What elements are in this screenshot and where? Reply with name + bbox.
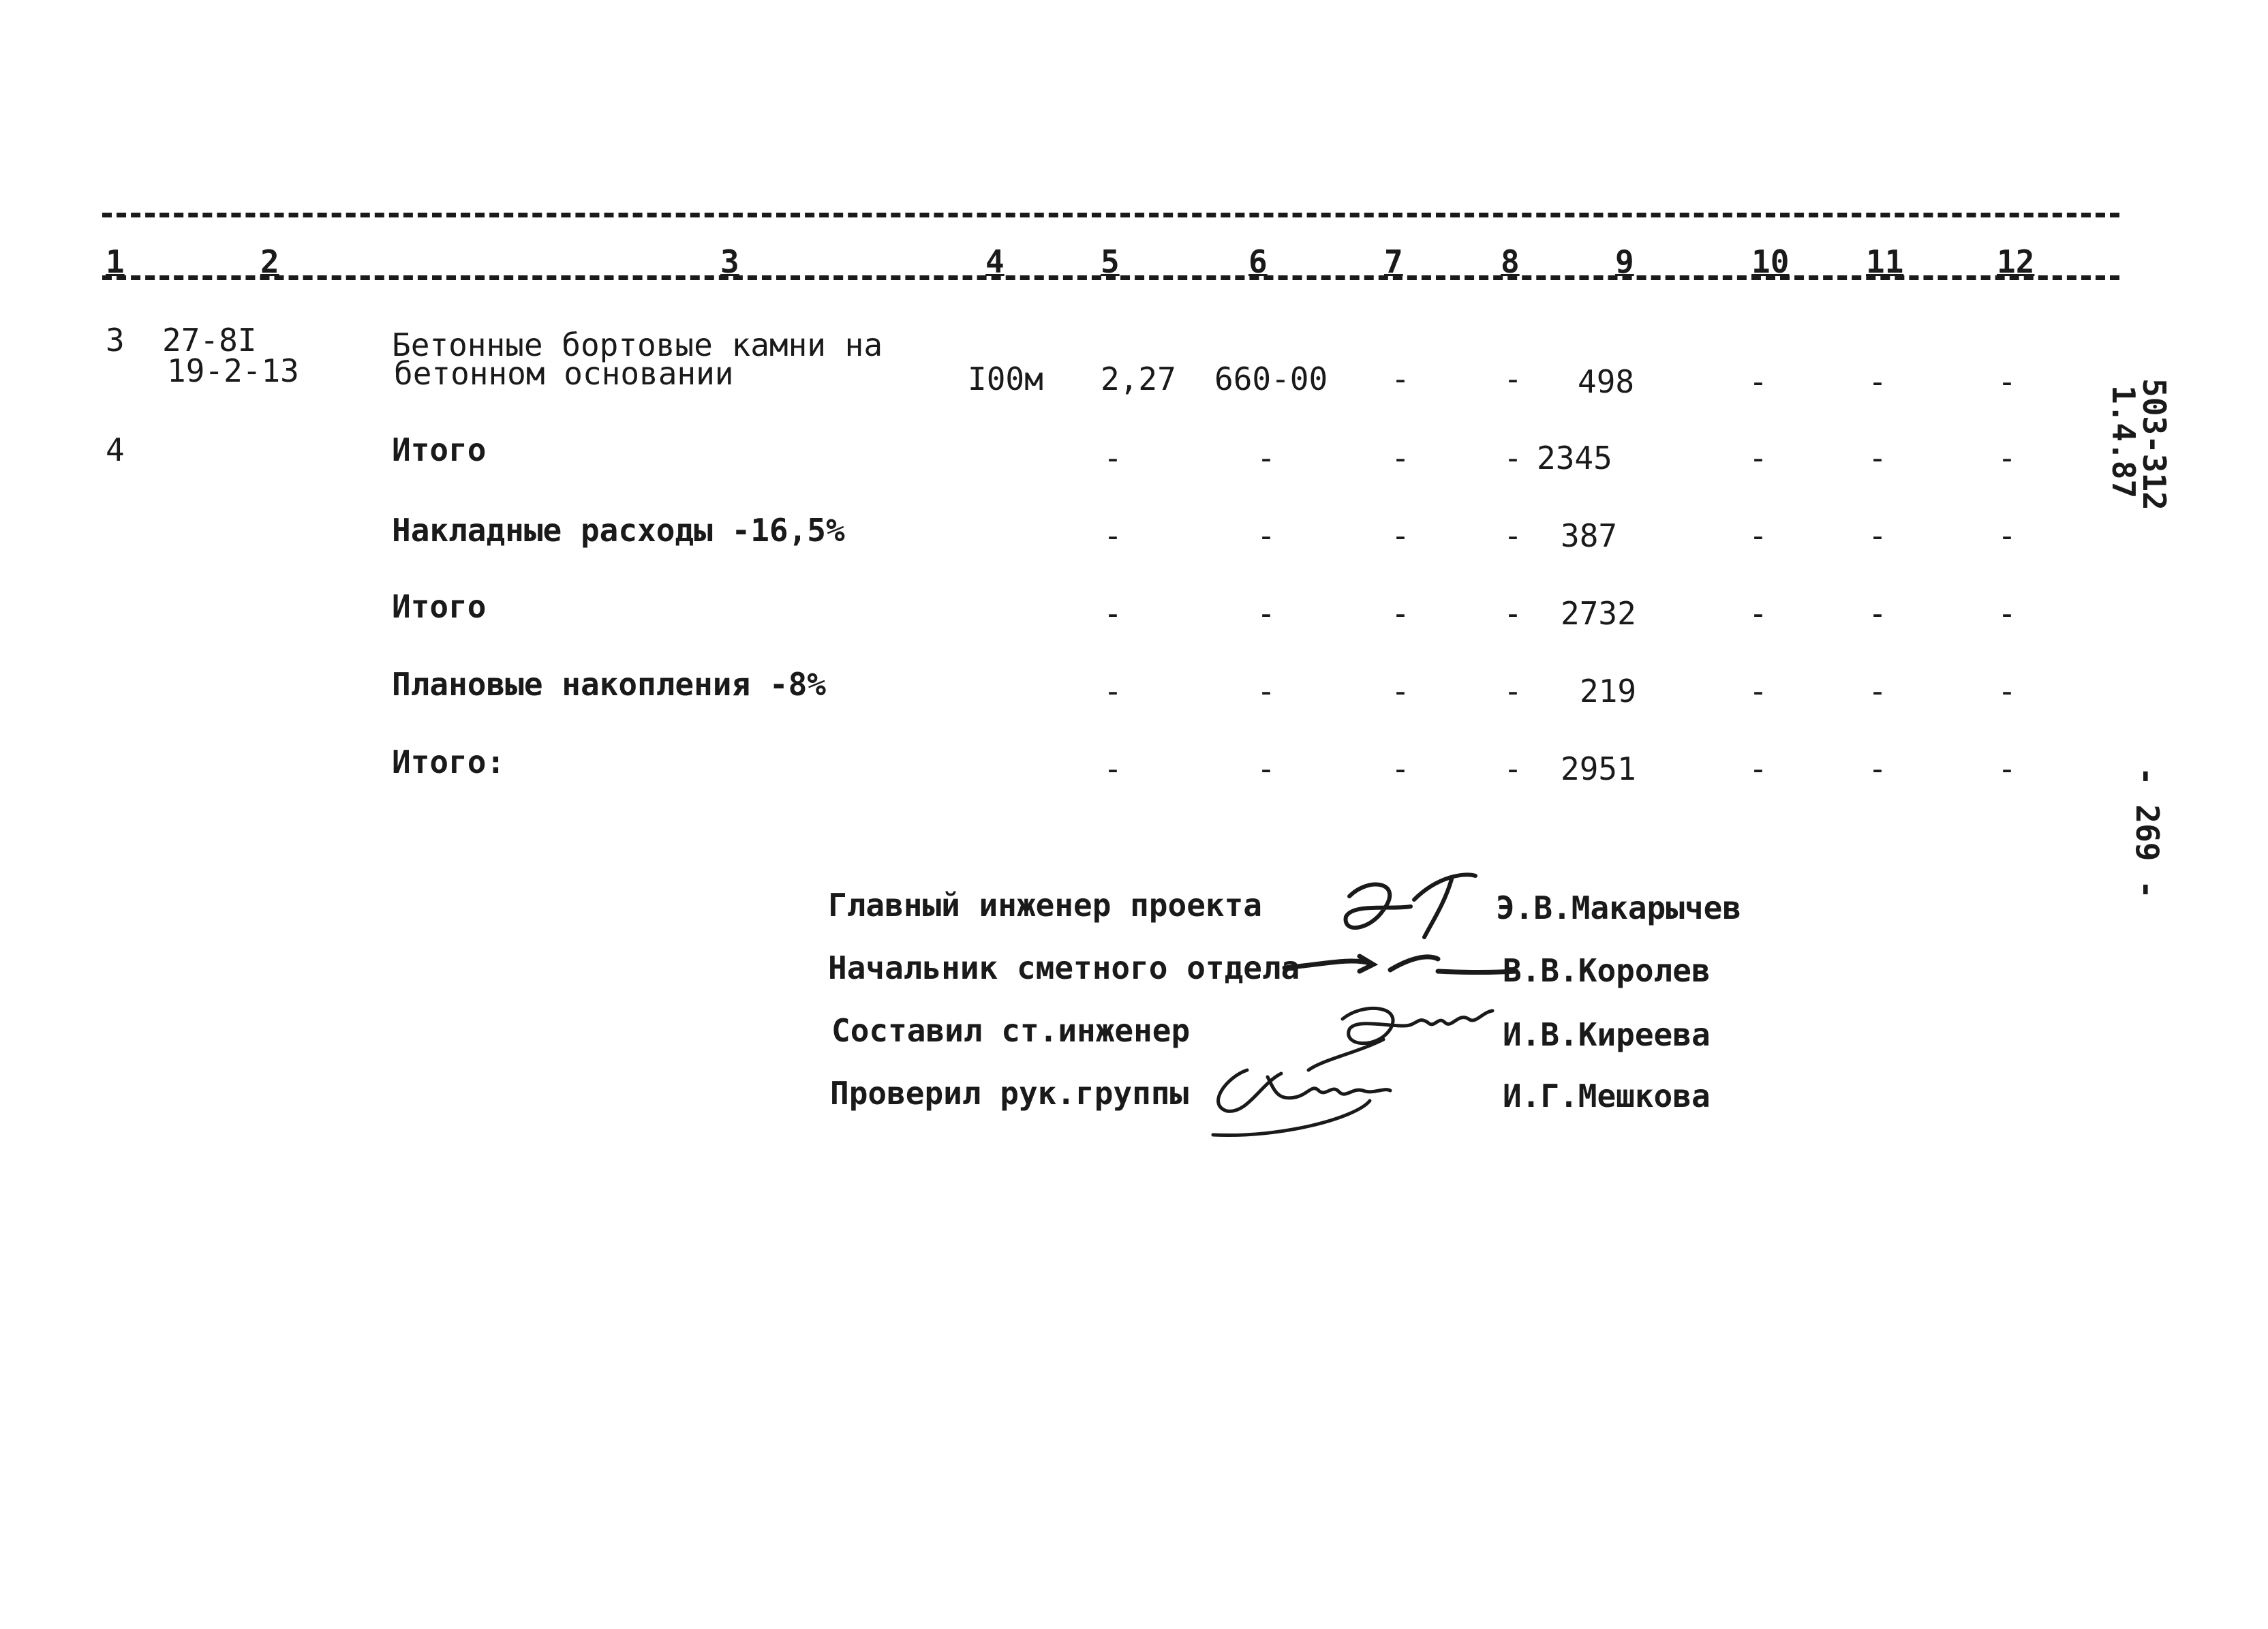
- unit-price: 660-00: [1214, 361, 1328, 397]
- col11-value: -: [1868, 363, 1887, 400]
- header-dashed-rule: [102, 275, 2119, 280]
- col-header-12: 12: [1997, 243, 2035, 280]
- rate-code-2: 19-2-13: [167, 352, 299, 389]
- signatory-title: Главный инженер проекта: [828, 887, 1262, 924]
- total-cost: 2345: [1537, 440, 1612, 476]
- col12-value: -: [1997, 673, 2017, 710]
- col10-value: -: [1749, 595, 1768, 632]
- col10-value: -: [1749, 517, 1768, 554]
- col-header-10: 10: [1751, 243, 1790, 280]
- signature-korolev: [1281, 944, 1527, 985]
- col-header-2: 2: [260, 243, 279, 280]
- row-number: 3: [106, 322, 125, 359]
- doc-code: 503-312: [2136, 378, 2173, 511]
- col10-value: -: [1749, 440, 1768, 476]
- col-header-3: 3: [720, 243, 739, 280]
- doc-code-date: 1.4.87: [2105, 385, 2142, 499]
- col-header-4: 4: [985, 243, 1005, 280]
- col11-value: -: [1868, 517, 1887, 554]
- total-cost: 219: [1580, 673, 1637, 710]
- col11-value: -: [1868, 750, 1887, 787]
- item-name: Итого: [392, 588, 487, 625]
- row-number: 4: [106, 431, 125, 468]
- item-name: Бетонные бортовые камни на: [392, 326, 883, 363]
- col5-value: -: [1103, 673, 1122, 710]
- item-name: Итого:: [392, 744, 506, 780]
- signature-makarychev: [1329, 869, 1492, 951]
- col5-value: -: [1103, 750, 1122, 787]
- col7-value: -: [1391, 673, 1410, 710]
- item-name: Накладные расходы -16,5%: [392, 512, 845, 549]
- signatory-name: И.Г.Мешкова: [1503, 1078, 1711, 1114]
- signatory-title: Составил ст.инженер: [831, 1012, 1191, 1049]
- col6-value: -: [1257, 673, 1276, 710]
- col10-value: -: [1749, 363, 1768, 400]
- signature-meshkova: [1199, 1050, 1418, 1145]
- col-header-1: 1: [106, 243, 125, 280]
- col7-value: -: [1391, 750, 1410, 787]
- col5-value: -: [1103, 440, 1122, 476]
- col-header-6: 6: [1248, 243, 1268, 280]
- top-dashed-rule: [102, 213, 2119, 217]
- col11-value: -: [1868, 673, 1887, 710]
- col12-value: -: [1997, 595, 2017, 632]
- quantity: 2,27: [1101, 361, 1176, 397]
- col8-value: -: [1503, 440, 1522, 476]
- col7-value: -: [1391, 517, 1410, 554]
- signatory-name: В.В.Королев: [1503, 952, 1711, 989]
- col7-value: -: [1391, 361, 1410, 397]
- signatory-name: И.В.Киреева: [1503, 1016, 1711, 1053]
- col12-value: -: [1997, 517, 2017, 554]
- col8-value: -: [1503, 673, 1522, 710]
- total-cost: 2732: [1561, 595, 1636, 632]
- col7-value: -: [1391, 440, 1410, 476]
- col6-value: -: [1257, 517, 1276, 554]
- signatory-title: Начальник сметного отдела: [828, 949, 1300, 986]
- col-header-7: 7: [1384, 243, 1403, 280]
- col6-value: -: [1257, 750, 1276, 787]
- col-header-8: 8: [1501, 243, 1520, 280]
- col8-value: -: [1503, 595, 1522, 632]
- unit: I00м: [968, 361, 1043, 397]
- col-header-9: 9: [1615, 243, 1634, 280]
- col11-value: -: [1868, 595, 1887, 632]
- page-number: - 269 -: [2129, 767, 2166, 899]
- col-header-11: 11: [1866, 243, 1904, 280]
- col6-value: -: [1257, 595, 1276, 632]
- col7-value: -: [1391, 595, 1410, 632]
- signatory-title: Проверил рук.группы: [830, 1075, 1189, 1112]
- item-name-2: бетонном основании: [394, 355, 734, 392]
- rate-code: 27-8I: [162, 322, 257, 359]
- col8-value: -: [1503, 361, 1522, 397]
- item-name: Плановые накопления -8%: [392, 666, 826, 703]
- col11-value: -: [1868, 440, 1887, 476]
- signatory-name: Э.В.Макарычев: [1496, 889, 1742, 926]
- col12-value: -: [1997, 440, 2017, 476]
- col12-value: -: [1997, 750, 2017, 787]
- item-name: Итого: [392, 431, 487, 468]
- col6-value: -: [1257, 440, 1276, 476]
- col8-value: -: [1503, 517, 1522, 554]
- col-header-5: 5: [1101, 243, 1120, 280]
- col5-value: -: [1103, 595, 1122, 632]
- col5-value: -: [1103, 517, 1122, 554]
- col12-value: -: [1997, 363, 2017, 400]
- total-cost: 2951: [1561, 750, 1636, 787]
- col10-value: -: [1749, 750, 1768, 787]
- col10-value: -: [1749, 673, 1768, 710]
- col8-value: -: [1503, 750, 1522, 787]
- total-cost: 498: [1578, 363, 1635, 400]
- total-cost: 387: [1561, 517, 1618, 554]
